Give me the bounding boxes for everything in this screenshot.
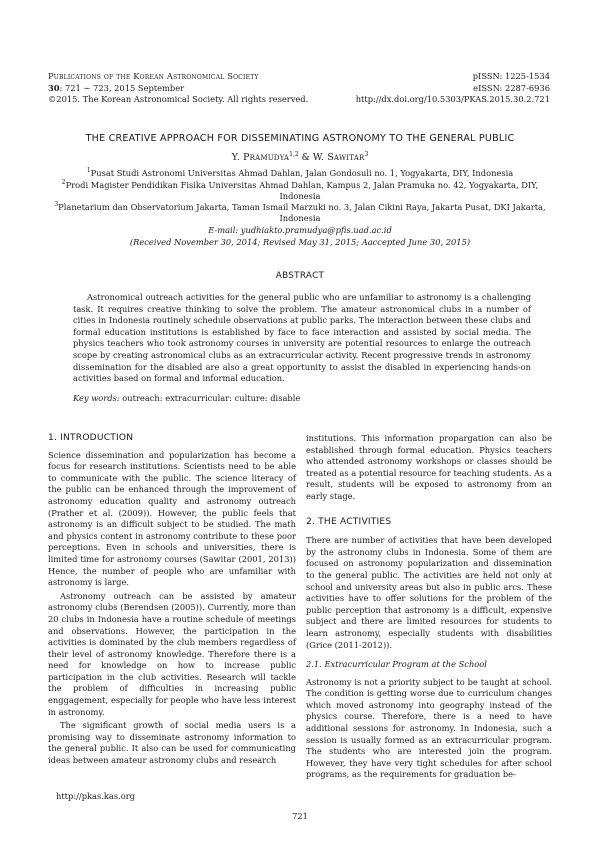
affiliation-1: $^1$Pusat Studi Astronomi Universitas Ahmad Dahlan, Jalan Gondosuli no. 1, Yogyakarta, DIY, Indonesia (86, 167, 514, 178)
author-1: Y. Pramudya (231, 152, 290, 164)
volume-number: 30 (48, 82, 60, 93)
affiliation-2: $^2$Prodi Magister Pendidikan Fisika Universitas Ahmad Dahlan, Kampus 2, Jalan Pramuka no. 42, Yogyakarta, DIY, Indonesia (61, 179, 539, 202)
abstract-heading: ABSTRACT (275, 271, 325, 281)
page-number: 721 (292, 811, 308, 821)
keywords-label: Key words: (73, 393, 120, 403)
doi-link[interactable]: http://dx.doi.org/10.5303/PKAS.2015.30.2.721 (355, 94, 550, 104)
paper-title: THE CREATIVE APPROACH FOR DISSEMINATING ASTRONOMY TO THE GENERAL PUBLIC (85, 133, 515, 144)
author-2-affil: 3 (364, 151, 369, 158)
corresponding-email: E-mail: yudhiakto.pramudya@pfis.uad.ac.id (208, 225, 392, 235)
running-header-right (290, 71, 550, 106)
keywords-line (73, 393, 300, 403)
paragraph: Astronomy is not a priority subject to be taught at school. The condition is getting worse due to curriculum changes which moved astronomy into geography instead of the physics course. Therefore, there is a need to have additional sessions for astronomy. In Indonesia, such a session is usually formed as an extracurricular program. The students who are interested join the program. However, they have very tight schedules for after school programs, as the requirements for graduation be- (306, 676, 552, 780)
paragraph: The significant growth of social media users is a promising way to disseminate astronomy information to the general public. It also can be used for communicating ideas between amateur astronomy clubs and research (48, 720, 296, 766)
copyright-notice: ©2015. The Korean Astronomical Society. All rights reserved. (48, 94, 309, 104)
subsection-heading-extracurricular: 2.1. Extracurricular Program at the School (306, 659, 487, 670)
left-column (48, 433, 296, 767)
paragraph: There are number of activities that have been developed by the astronomy clubs in Indonesia. Some of them are focused on astronomy popularization and dissemination to the general public. The activities are held not only at school and university areas but also in public arcs. These activities have to offer solutions for the problem of the public perception that astronomy is a difficult, expensive subject and there are limited resources for students to learn astronomy, especially students with disabilities (Grice (2011-2012)). (306, 535, 552, 650)
paragraph: institutions. This information propargation can also be established through formal education. Physics teachers who attended astronomy workshops or classes should be treated as a potential resource for teaching students. As a result, students will be exposed to astronomy from an early stage. (306, 433, 552, 501)
author-joiner: & (298, 152, 313, 164)
affiliation-3: $^3$Planetarium dan Observatorium Jakarta, Taman Ismail Marzuki no. 3, Jalan Cikini Raya, Jakarta Pusat, DKI Jakarta, Indonesia (54, 201, 546, 224)
journal-url[interactable]: http://pkas.kas.org (56, 791, 136, 801)
pissn: pISSN: 1225-1534 (472, 71, 550, 81)
received-dates: (Received November 30, 2014; Revised May 31, 2015; Aaccepted June 30, 2015) (129, 237, 471, 247)
right-column (306, 433, 552, 781)
section-heading-introduction: 1. INTRODUCTION (48, 433, 134, 443)
abstract-text: Astronomical outreach activities for the general public who are unfamiliar to astronomy is a challenging task. It requires creative thinking to solve the problem. The amateur astronomical clubs in a number of cities in Indonesia routinely schedule observations at public parks. The interaction between these clubs and formal education institutions is established by face to face interaction and assisted by social media. The physics teachers who took astronomy courses in university are potential resources to enlarge the outreach scope by creating astronomical clubs as an extracurricular activity. Recent progressive trends in astronomy dissemination for the disabled are also a great opportunity to assist the disabled in experiencing hands-on activities based on formal and informal education. (73, 292, 531, 384)
page-range: : 721 ∼ 723, 2015 September (59, 82, 185, 93)
author-line (0, 151, 600, 163)
eissn: eISSN: 2287-6936 (473, 82, 550, 93)
author-2: W. Sawitar (312, 152, 365, 164)
author-1-affil: 1,2 (289, 151, 299, 158)
keywords-list: outreach: extracurricular: culture: disable (122, 393, 301, 403)
paragraph: Science dissemination and popularization has become a focus for research institutions. Scientists need to be able to communicate with the public. The science literacy of the public can be enhanced through the improvement of astronomy education quality and astronomy outreach (Prather et al. (2009)). However, the public feels that astronomy is an difficult subject to be studied. The math and physics content in astronomy contribute to these poor perceptions. Even in schools and universities, there is limited time for astronomy courses (Sawitar (2001, 2013)) Hence, the number of people who are unfamiliar with astronomy is large. (48, 449, 296, 588)
journal-name: Publications of the Korean Astronomical Society (48, 71, 259, 81)
section-heading-activities: 2. THE ACTIVITIES (306, 516, 392, 527)
paragraph: Astronomy outreach can be assisted by amateur astronomy clubs (Berendsen (2005)). Currently, more than 20 clubs in Indonesia have a routine schedule of meetings and observations. However, the participation in the activities is dominated by the club members regardless of their level of astronomy knowledge. Therefore there is a need for knowledge on how to increase public participation in the club activities. Research will tackle the problem of difficulties in increasing public enggagement, especially for people who have less interest in astronomy. (48, 590, 296, 717)
